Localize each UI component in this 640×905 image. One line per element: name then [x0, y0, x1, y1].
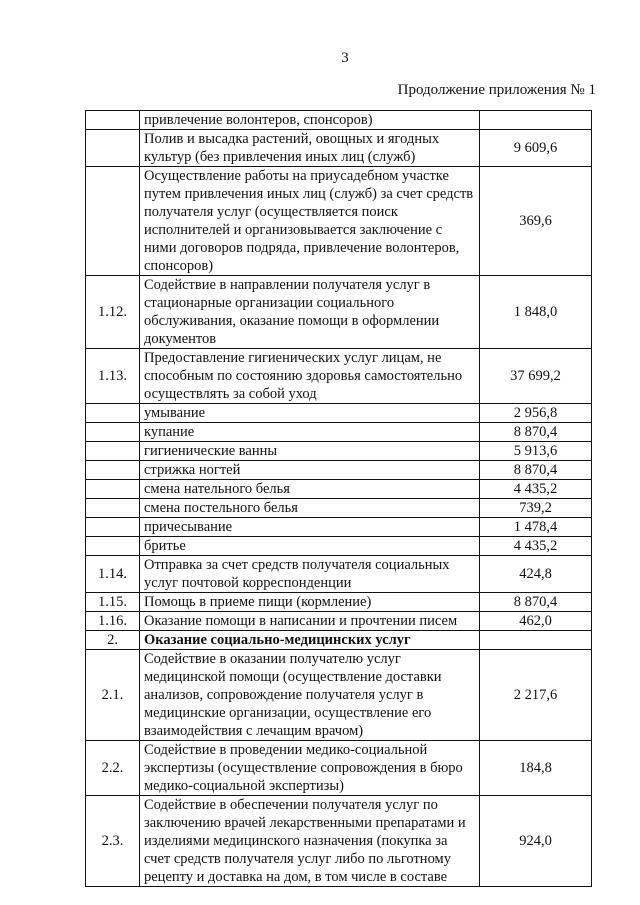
- row-number-cell: 1.13.: [86, 349, 140, 404]
- table-row: [86, 631, 592, 650]
- price-cell: 4 435,2: [480, 480, 592, 499]
- row-number-cell: [86, 167, 140, 276]
- table-row: [86, 167, 592, 276]
- price-cell: 462,0: [480, 612, 592, 631]
- price-cell: 2 956,8: [480, 404, 592, 423]
- service-name-cell: Полив и высадка растений, овощных и ягодных культур (без привлечения иных лиц (служб): [140, 130, 480, 167]
- price-cell: 184,8: [480, 741, 592, 796]
- price-cell: 369,6: [480, 167, 592, 276]
- price-cell: [480, 111, 592, 130]
- page-number: 3: [341, 50, 349, 66]
- service-name-cell: Помощь в приеме пищи (кормление): [140, 593, 480, 612]
- price-cell: 1 848,0: [480, 276, 592, 349]
- table-row: [86, 537, 592, 556]
- row-number-cell: 1.15.: [86, 593, 140, 612]
- price-cell: 4 435,2: [480, 537, 592, 556]
- row-number-cell: 1.16.: [86, 612, 140, 631]
- service-name-cell: Оказание помощи в написании и прочтении писем: [140, 612, 480, 631]
- price-cell: 8 870,4: [480, 593, 592, 612]
- price-cell: 37 699,2: [480, 349, 592, 404]
- table-row: [86, 442, 592, 461]
- table-row: [86, 480, 592, 499]
- service-name-cell: Отправка за счет средств получателя социальных услуг почтовой корреспонденции: [140, 556, 480, 593]
- table-row: [86, 741, 592, 796]
- service-name-cell: стрижка ногтей: [140, 461, 480, 480]
- row-number-cell: [86, 111, 140, 130]
- service-name-cell: бритье: [140, 537, 480, 556]
- row-number-cell: 2.1.: [86, 650, 140, 741]
- row-number-cell: [86, 518, 140, 537]
- row-number-cell: [86, 480, 140, 499]
- row-number-cell: 2.: [86, 631, 140, 650]
- price-cell: 5 913,6: [480, 442, 592, 461]
- table-row: [86, 556, 592, 593]
- service-name-cell: купание: [140, 423, 480, 442]
- table-row: [86, 404, 592, 423]
- row-number-cell: [86, 442, 140, 461]
- row-number-cell: 2.3.: [86, 796, 140, 887]
- row-number-cell: 2.2.: [86, 741, 140, 796]
- price-cell: 2 217,6: [480, 650, 592, 741]
- service-name-cell: умывание: [140, 404, 480, 423]
- service-name-cell: гигиенические ванны: [140, 442, 480, 461]
- row-number-cell: 1.12.: [86, 276, 140, 349]
- table-row: [86, 612, 592, 631]
- table-row: [86, 796, 592, 887]
- table-row: [86, 593, 592, 612]
- row-number-cell: [86, 537, 140, 556]
- service-name-cell: смена нательного белья: [140, 480, 480, 499]
- price-cell: [480, 631, 592, 650]
- services-table: [85, 110, 592, 887]
- table-row: [86, 423, 592, 442]
- service-name-cell: Осуществление работы на приусадебном участке путем привлечения иных лиц (служб) за счет средств получателя услуг (осуществляется поиск исполнителей и организовывается заключение с ними договоров подряда, привлечение волонтеров, спонсоров): [140, 167, 480, 276]
- table-row: [86, 276, 592, 349]
- table-row: [86, 349, 592, 404]
- service-name-cell: Содействие в проведении медико-социальной экспертизы (осуществление сопровождения в бюро медико-социальной экспертизы): [140, 741, 480, 796]
- row-number-cell: [86, 404, 140, 423]
- price-cell: 8 870,4: [480, 461, 592, 480]
- row-number-cell: 1.14.: [86, 556, 140, 593]
- service-name-cell: привлечение волонтеров, спонсоров): [140, 111, 480, 130]
- table-row: [86, 111, 592, 130]
- price-cell: 739,2: [480, 499, 592, 518]
- row-number-cell: [86, 423, 140, 442]
- table-row: [86, 650, 592, 741]
- continuation-label: Продолжение приложения № 1: [397, 82, 596, 98]
- price-cell: 8 870,4: [480, 423, 592, 442]
- price-cell: 9 609,6: [480, 130, 592, 167]
- row-number-cell: [86, 461, 140, 480]
- service-name-cell: Оказание социально-медицинских услуг: [140, 631, 480, 650]
- price-cell: 924,0: [480, 796, 592, 887]
- price-cell: 1 478,4: [480, 518, 592, 537]
- service-name-cell: причесывание: [140, 518, 480, 537]
- service-name-cell: смена постельного белья: [140, 499, 480, 518]
- table-row: [86, 499, 592, 518]
- price-cell: 424,8: [480, 556, 592, 593]
- row-number-cell: [86, 130, 140, 167]
- service-name-cell: Содействие в оказании получателю услуг медицинской помощи (осуществление доставки анализов, сопровождение получателя услуг в медицинские организации, осуществление его взаимодействия с лечащим врачом): [140, 650, 480, 741]
- service-name-cell: Содействие в обеспечении получателя услуг по заключению врачей лекарственными препаратами и изделиями медицинского назначения (покупка за счет средств получателя услуг либо по льготному рецепту и доставка на дом, в том числе в составе: [140, 796, 480, 887]
- service-name-cell: Предоставление гигиенических услуг лицам, не способным по состоянию здоровья самостоятельно осуществлять за собой уход: [140, 349, 480, 404]
- table-row: [86, 461, 592, 480]
- table-row: [86, 130, 592, 167]
- table-row: [86, 518, 592, 537]
- row-number-cell: [86, 499, 140, 518]
- service-name-cell: Содействие в направлении получателя услуг в стационарные организации социального обслуживания, оказание помощи в оформлении документов: [140, 276, 480, 349]
